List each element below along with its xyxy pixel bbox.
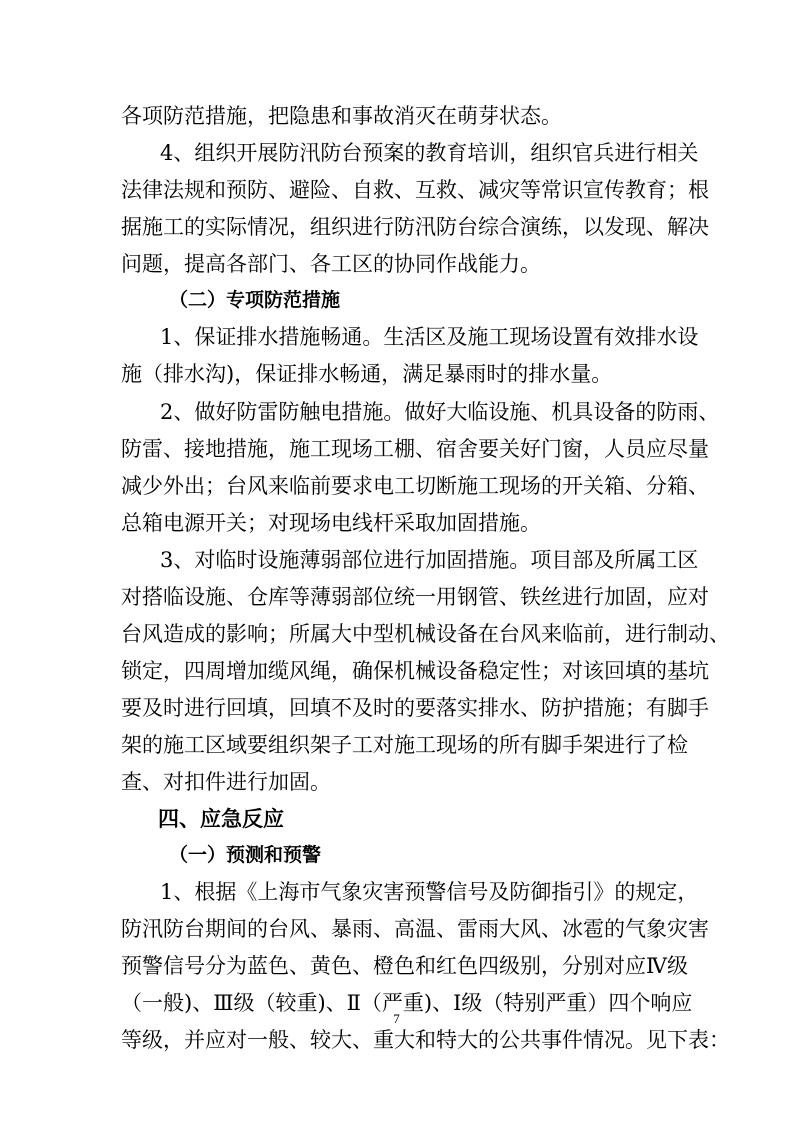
paragraph-line: 对搭临设施、仓库等薄弱部位统一用钢管、铁丝进行加固，应对 xyxy=(121,585,709,609)
paragraph-line: 减少外出；台风来临前要求电工切断施工现场的开关箱、分箱、 xyxy=(121,474,709,498)
page-number: 7 xyxy=(393,1011,400,1026)
paragraph-line: 查、对扣件进行加固。 xyxy=(121,770,331,794)
paragraph-line: 架的施工区域要组织架子工对施工现场的所有脚手架进行了检 xyxy=(121,733,688,757)
paragraph-line: 4、组织开展防汛防台预案的教育培训，组织官兵进行相关 xyxy=(160,141,699,165)
section-subheading: （二）专项防范措施 xyxy=(169,289,341,311)
paragraph-line: 等级，并应对一般、较大、重大和特大的公共事件情况。见下表： xyxy=(121,1028,730,1052)
paragraph-line: 防雷、接地措施，施工现场工棚、宿舍要关好门窗，人员应尽量 xyxy=(121,437,709,461)
paragraph-line: 要及时进行回填，回填不及时的要落实排水、防护措施；有脚手 xyxy=(121,696,709,720)
paragraph-line: 各项防范措施，把隐患和事故消灭在萌芽状态。 xyxy=(121,104,562,128)
paragraph-line: （一般)、Ⅲ级（较重)、Ⅱ（严重)、Ⅰ级（特别严重）四个响应 xyxy=(121,991,693,1015)
paragraph-line: 问题，提高各部门、各工区的协同作战能力。 xyxy=(121,252,541,276)
paragraph-line: 1、保证排水措施畅通。生活区及施工现场设置有效排水设 xyxy=(160,325,699,349)
paragraph-line: 锁定，四周增加缆风绳，确保机械设备稳定性；对该回填的基坑 xyxy=(121,659,709,683)
paragraph-line: 法律法规和预防、避险、自救、互救、减灾等常识宣传教育；根 xyxy=(121,178,709,202)
paragraph-line: 预警信号分为蓝色、黄色、橙色和红色四级别，分别对应Ⅳ级 xyxy=(121,954,688,978)
paragraph-line: 3、对临时设施薄弱部位进行加固措施。项目部及所属工区 xyxy=(160,548,699,572)
section-heading: 四、应急反应 xyxy=(158,806,284,831)
paragraph-line: 施（排水沟)，保证排水畅通，满足暴雨时的排水量。 xyxy=(121,362,613,386)
paragraph-line: 台风造成的影响；所属大中型机械设备在台风来临前，进行制动、 xyxy=(121,622,730,646)
paragraph-line: 2、做好防雷防触电措施。做好大临设施、机具设备的防雨、 xyxy=(160,400,720,424)
paragraph-line: 总箱电源开关；对现场电线杆采取加固措施。 xyxy=(121,511,541,535)
paragraph-line: 1、根据《上海市气象灾害预警信号及防御指引》的规定， xyxy=(160,880,699,904)
paragraph-line: 防汛防台期间的台风、暴雨、高温、雷雨大风、冰雹的气象灾害 xyxy=(121,917,709,941)
paragraph-line: 据施工的实际情况，组织进行防汛防台综合演练，以发现、解决 xyxy=(121,215,709,239)
section-subheading: （一）预测和预警 xyxy=(169,844,322,866)
